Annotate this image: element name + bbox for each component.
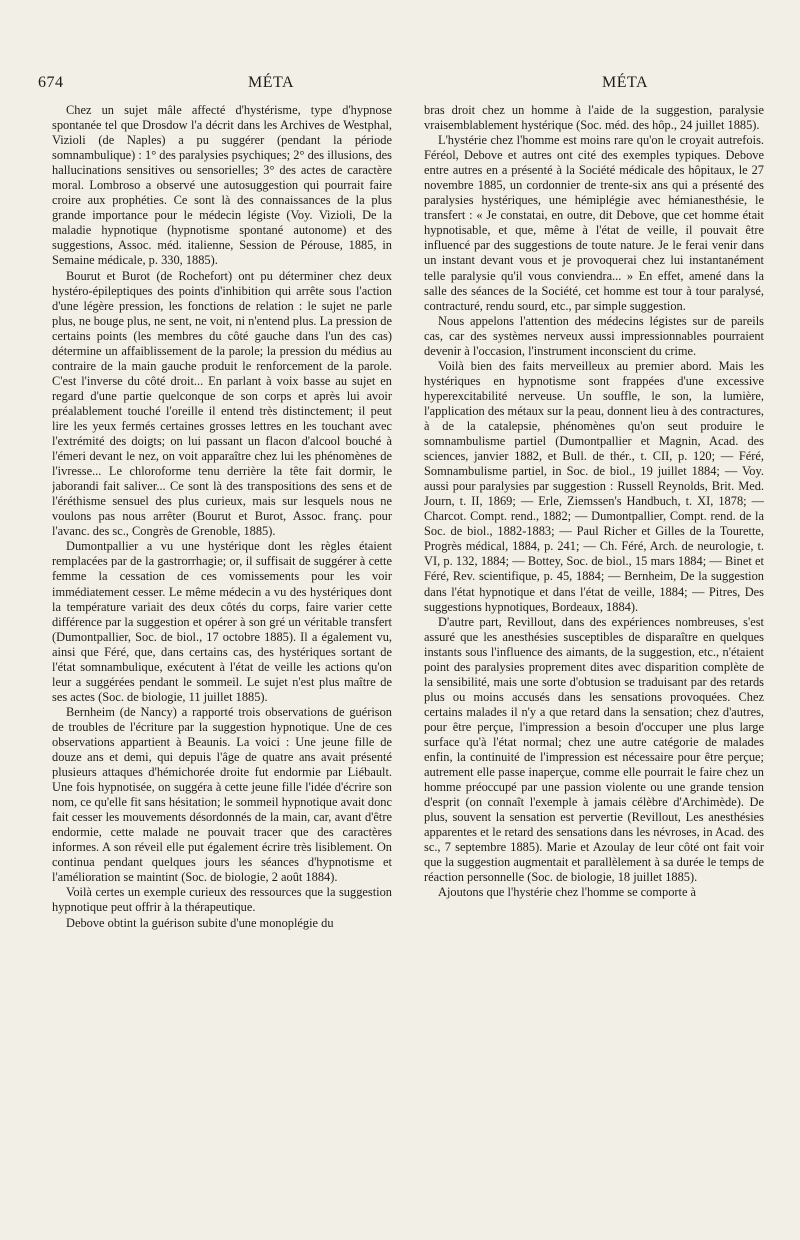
- paragraph: Voilà certes un exemple curieux des ressources que la suggestion hypnotique peut offrir à la thérapeutique.: [52, 885, 392, 915]
- paragraph: Bernheim (de Nancy) a rapporté trois observations de guérison de troubles de l'écriture par la suggestion hypnotique. Une de ces observations appartient à Beaunis. La voici : Une jeune fille de douze ans et demi, qui depuis l'âge de quatre ans avait présenté plusieurs attaques d'hémichorée droite fut endormie par Liébault. Une fois hypnotisée, on suggéra à cette jeune fille l'idée d'écrire son nom, ce qu'elle fit sans hésitation; le sommeil hypnotique avait donc fait cesser les mouvements désordonnés de la main, car, avant d'être endormie, cette malade ne pouvait tracer que des caractères informes. A son réveil elle put également écrire très lisiblement. On continua pendant quelques jours les séances d'hypnotisme et l'amélioration se maintint (Soc. de biologie, 2 août 1884).: [52, 704, 392, 885]
- page-number: 674: [38, 74, 64, 91]
- paragraph: Voilà bien des faits merveilleux au premier abord. Mais les hystériques en hypnotisme sont frappées d'une excessive hyperexcitabilité nerveuse. Un souffle, le son, la lumière, l'application des métaux sur la peau, donnent lieu à des contractures, à de la catalepsie, phénomènes qu'on seut produire le somnambulisme partiel (Dumontpallier et Magnin, Acad. des sciences, janvier 1882, et Bull. de thér., t. CII, p. 120; — Féré, Somnambulisme partiel, in Soc. de biol., 19 juillet 1884; — Voy. aussi pour paralysies par suggestion : Russell Reynolds, Brit. Med. Journ, t. II, 1869; — Erle, Ziemssen's Handbuch, t. XI, 1878; — Charcot. Compt. rend., 1882; — Dumontpallier, Compt. rend. de la Soc. de biol., 1882-1883; — Paul Richer et Gilles de la Tourette, Progrès médical, 1884, p. 241; — Ch. Féré, Arch. de neurologie, t. VI, p. 132, 1884; — Bottey, Soc. de biol., 15 mars 1884; — Binet et Féré, Rev. scientifique, p. 45, 1884; — Bernheim, De la suggestion dans l'état hypnotique et dans l'état de veille, 1884; — Pitres, Des suggestions hypnotiques, Bordeaux, 1884).: [424, 358, 764, 614]
- paragraph: Debove obtint la guérison subite d'une monoplégie du: [66, 915, 334, 930]
- paragraph: Bourut et Burot (de Rochefort) ont pu déterminer chez deux hystéro-épileptiques des points d'inhibition qui arrête sous l'action d'une légère pression, les fonctions de relation : le sujet ne parle plus, ne bouge plus, ne sent, ne voit, ni n'entend plus. La pression de certains points (les membres du côté gauche dans l'un des cas) détermine un affaiblissement de la parole; la pression du médius au contraire de la main gauche produit le renforcement de la parole. C'est l'inverse du côté droit... En parlant à voix basse au sujet en regard d'une partie quelconque de son corps et après lui avoir préalablement touché l'oreille il entend très distinctement; il peut lire les yeux fermés certaines grosses lettres en les touchant avec l'extrémité des doigts; on lui passant un flacon d'alcool bouché à l'émeri devant le nez, on voit apparaître chez lui les phénomènes de l'ivresse... Le chloroforme tenu derrière la tête fait dormir, le jaborandi fait saliver... Ce sont là des transpositions des sens et de l'éréthisme sensuel des plus curieux, mais sur lesquels nous ne voulons pas nous arrêter (Bourut et Burot, Assoc. franç. pour l'avanc. des sc., Congrès de Grenoble, 1885).: [52, 268, 392, 539]
- running-title-right: MÉTA: [602, 74, 649, 91]
- paragraph-continued: bras droit chez un homme à l'aide de la suggestion, paralysie vraisemblablement hystérique (Soc. méd. des hôp., 24 juillet 1885).: [424, 103, 764, 133]
- paragraph: D'autre part, Revillout, dans des expériences nombreuses, s'est assuré que les anesthésies susceptibles de disparaître en quelques instants sous l'influence des aimants, de la suggestion, etc., n'étaient point des paralysies proprement dites avec disparition complète de la sensibilité, mais une sorte d'obtusion se traduisant par des retards plus ou moins accusés dans les sensations provoquées. Chez certains malades il n'y a que retard dans la sensation; chez d'autres, pour être perçue, l'impression a besoin d'occuper une plus large surface qu'à l'état normal; chez une autre catégorie de malades enfin, la continuité de l'impression est nécessaire pour être perçue; autrement elle passe inaperçue, comme elle pourrait le faire chez un homme préoccupé par une passion violente ou une grande tension d'esprit (on connaît l'exemple à jamais célèbre d'Archimède). De plus, souvent la sensation est pervertie (Revillout, Les anesthésies apparentes et le retard des sensations dans les névroses, in Acad. des sc., 7 septembre 1885). Marie et Azoulay de leur côté ont fait voir que la suggestion augmentait et parallèlement à sa durée le temps de réaction personnelle (Soc. de biologie, 18 juillet 1885).: [424, 614, 764, 885]
- running-title-left: MÉTA: [248, 74, 295, 91]
- paragraph: Nous appelons l'attention des médecins légistes sur de pareils cas, car des systèmes nerveux aussi impressionnables pourraient devenir à l'occasion, l'instrument inconscient du crime.: [424, 313, 764, 358]
- paragraph: L'hystérie chez l'homme est moins rare qu'on le croyait autrefois. Féréol, Debove et autres ont cité des exemples typiques. Debove entre autres en a présenté à la Société médicale des hôpitaux, le 27 novembre 1885, un cordonnier de trente-six ans qui a présenté des paralysies hystériques, une hémiplégie avec hémianesthésie, le transfert : « Je constatai, en outre, dit Debove, que cet homme était hypnotisable, et que, même à l'état de veille, il pouvait être influencé par des suggestions de toute nature. Je le ferai venir dans un instant devant vous et je provoquerai chez lui instantanément telle paralysie qu'il vous conviendra... » En effet, amené dans la salle des séances de la Société, cet homme est tour à tour paralysé, contracturé, rendu sourd, etc., par simple suggestion.: [424, 133, 764, 313]
- page-header: [36, 74, 764, 98]
- paragraph: Dumontpallier a vu une hystérique dont les règles étaient remplacées par de la gastrorrhagie; or, il suffisait de suggérer à cette femme la cessation de ces vomissements pour les voir immédiatement cesser. Le même médecin a vu des hystériques dont la température variait des deux côtés du corps, faire varier cette différence par la suggestion et opérer à son gré un véritable transfert (Dumontpallier, Soc. de biol., 17 octobre 1885). Il a également vu, ainsi que Féré, que, dans certains cas, des hystériques sortant de l'état somnambulique, exécutent à l'état de veille les actions qu'on leur a suggérées pendant le sommeil. Le sujet n'est plus maître de ses actes (Soc. de biologie, 11 juillet 1885).: [52, 539, 392, 704]
- paragraph: Chez un sujet mâle affecté d'hystérisme, type d'hypnose spontanée tel que Drosdow l'a décrit dans les Archives de Westphal, Vizioli (de Naples) a pu suggérer (pendant la période somnambulique) : 1° des paralysies psychiques; 2° des illusions, des hallucinations sensitives ou sensorielles; 3° des actes de caractère moral. Lombroso a observé une autosuggestion qui pourrait faire croire aux prophéties. Ce sont là des connaissances de la plus grande importance pour le médecin légiste (Voy. Vizioli, De la maladie hypnotique (hypnotisme spontané autonome) et des suggestions, Assoc. méd. italienne, Session de Pérouse, 1885, in Semaine médicale, p. 330, 1885).: [52, 103, 392, 268]
- right-column: [424, 103, 764, 1228]
- paragraph: Ajoutons que l'hystérie chez l'homme se comporte à: [438, 885, 697, 900]
- left-column: [52, 103, 392, 1228]
